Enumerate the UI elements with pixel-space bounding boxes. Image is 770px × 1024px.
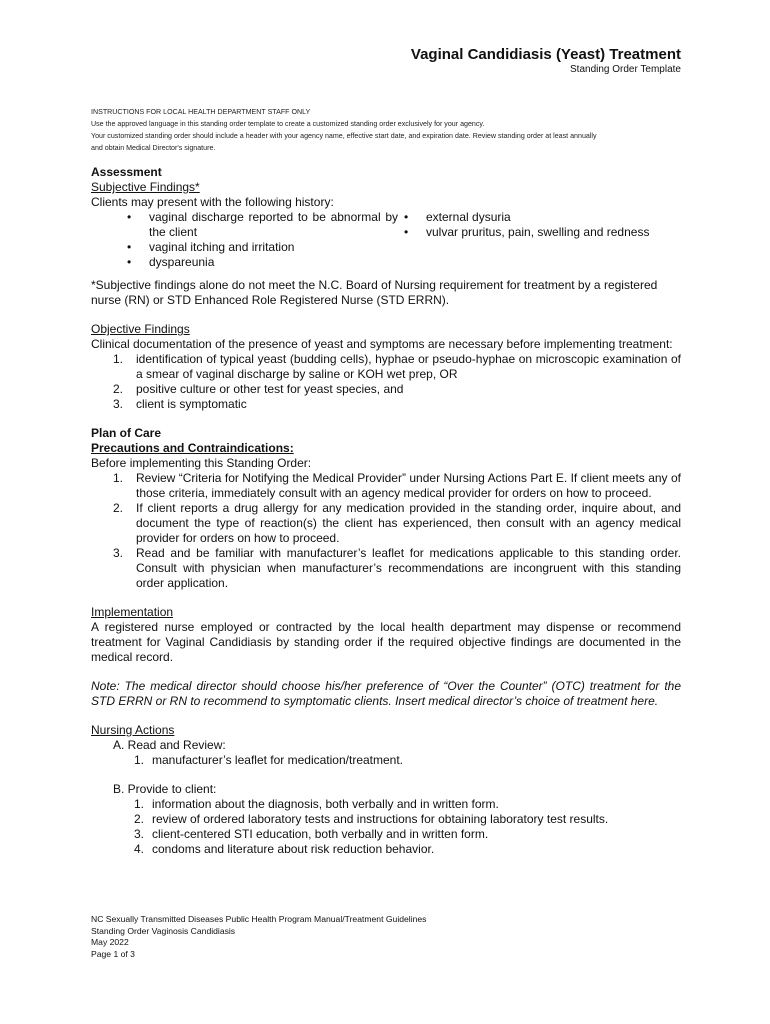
precautions-heading: Precautions and Contraindications:: [91, 441, 294, 455]
list-item: 3. client-centered STI education, both verbally and in written form.: [134, 827, 489, 841]
precautions-intro: Before implementing this Standing Order:: [91, 456, 312, 470]
bullet-icon: •: [404, 210, 409, 224]
plan-of-care-heading: Plan of Care: [91, 426, 162, 440]
objective-findings-heading: Objective Findings: [91, 322, 190, 336]
section-a-list: [91, 753, 681, 768]
document-body: [91, 165, 681, 857]
subjective-footnote: *Subjective findings alone do not meet the N.C. Board of Nursing requirement for treatment by a registered nurse (RN) or STD Enhanced Role Registered Nurse (STD ERRN).: [91, 278, 658, 307]
list-item: 1. identification of typical yeast (budding cells), hyphae or pseudo-hyphae on microscopic examination of a smear of vaginal discharge by saline or KOH wet prep, OR: [113, 352, 681, 381]
instructions-line: Use the approved language in this standing order template to create a customized standing order exclusively for your agency.: [91, 120, 485, 128]
subjective-findings-heading: Subjective Findings*: [91, 180, 200, 194]
footer-line: NC Sexually Transmitted Diseases Public Health Program Manual/Treatment Guidelines: [91, 914, 427, 924]
document-title: Vaginal Candidiasis (Yeast) Treatment: [410, 46, 681, 63]
section-b-list: [91, 797, 681, 857]
implementation-heading: Implementation: [91, 605, 174, 619]
list-item: 1. manufacturer’s leaflet for medication/treatment.: [134, 753, 404, 767]
list-item: 2. If client reports a drug allergy for any medication provided in the standing order, inquire about, and document the type of reaction(s) the client has experienced, then consult with an agency medical provider for orders on how to proceed.: [113, 501, 681, 545]
list-item: 3. Read and be familiar with manufacturer’s leaflet for medications applicable to this standing order. Consult with physician when manufacturer’s recommendations are incongruent with this standing order application.: [113, 546, 681, 590]
list-item: 2. review of ordered laboratory tests and instructions for obtaining laboratory test results.: [134, 812, 609, 826]
bullet-icon: •: [404, 225, 409, 239]
list-item: • dyspareunia: [127, 255, 215, 269]
section-a-label: A. Read and Review:: [113, 738, 226, 752]
list-item: • external dysuria: [404, 210, 511, 224]
list-item: 1. information about the diagnosis, both verbally and in written form.: [134, 797, 499, 811]
list-item: 1. Review “Criteria for Notifying the Medical Provider” under Nursing Actions Part E. If client meets any of those criteria, immediately consult with an agency medical provider for orders on how to proceed.: [113, 471, 681, 500]
page-footer: [91, 914, 426, 960]
instructions-line: Your customized standing order should include a header with your agency name, effective start date, and expiration date. Review standing order at least annually: [91, 132, 597, 140]
subjective-intro: Clients may present with the following history:: [91, 195, 334, 209]
bullet-icon: •: [127, 210, 132, 224]
document-subtitle: Standing Order Template: [570, 64, 681, 75]
section-b-label: B. Provide to client:: [113, 782, 217, 796]
footer-date: May 2022: [91, 937, 129, 947]
staff-instructions: [91, 106, 691, 154]
objective-intro: Clinical documentation of the presence of yeast and symptoms are necessary before implementing treatment:: [91, 337, 673, 351]
list-item: • vaginal itching and irritation: [127, 240, 295, 254]
bullet-icon: •: [127, 240, 132, 254]
assessment-heading: Assessment: [91, 165, 162, 179]
footer-line: Standing Order Vaginosis Candidiasis: [91, 925, 236, 936]
list-item: 2. positive culture or other test for yeast species, and: [113, 382, 404, 396]
subjective-bullets: [91, 210, 681, 270]
implementation-text: A registered nurse employed or contracted by the local health department may dispense or recommend treatment for Vaginal Candidiasis by standing order if the required objective findings are documented in the medical record.: [91, 620, 681, 664]
list-item: 3. client is symptomatic: [113, 397, 247, 411]
precautions-list: [91, 471, 681, 591]
bullet-icon: •: [127, 255, 132, 269]
instructions-line: and obtain Medical Director's signature.: [91, 144, 216, 152]
list-item: • vulvar pruritus, pain, swelling and redness: [404, 225, 650, 239]
list-item: 4. condoms and literature about risk reduction behavior.: [134, 842, 435, 856]
nursing-actions-heading: Nursing Actions: [91, 723, 175, 737]
instructions-heading: INSTRUCTIONS FOR LOCAL HEALTH DEPARTMENT STAFF ONLY: [91, 108, 311, 116]
objective-list: [91, 352, 681, 412]
medical-director-note: Note: The medical director should choose his/her preference of “Over the Counter” (OTC) treatment for the STD ERRN or RN to recommend to symptomatic clients. Insert medical director’s choice of treatment here.: [91, 679, 681, 708]
page-number: Page 1 of 3: [91, 948, 135, 959]
list-item: • vaginal discharge reported to be abnormal by the client: [127, 210, 398, 239]
